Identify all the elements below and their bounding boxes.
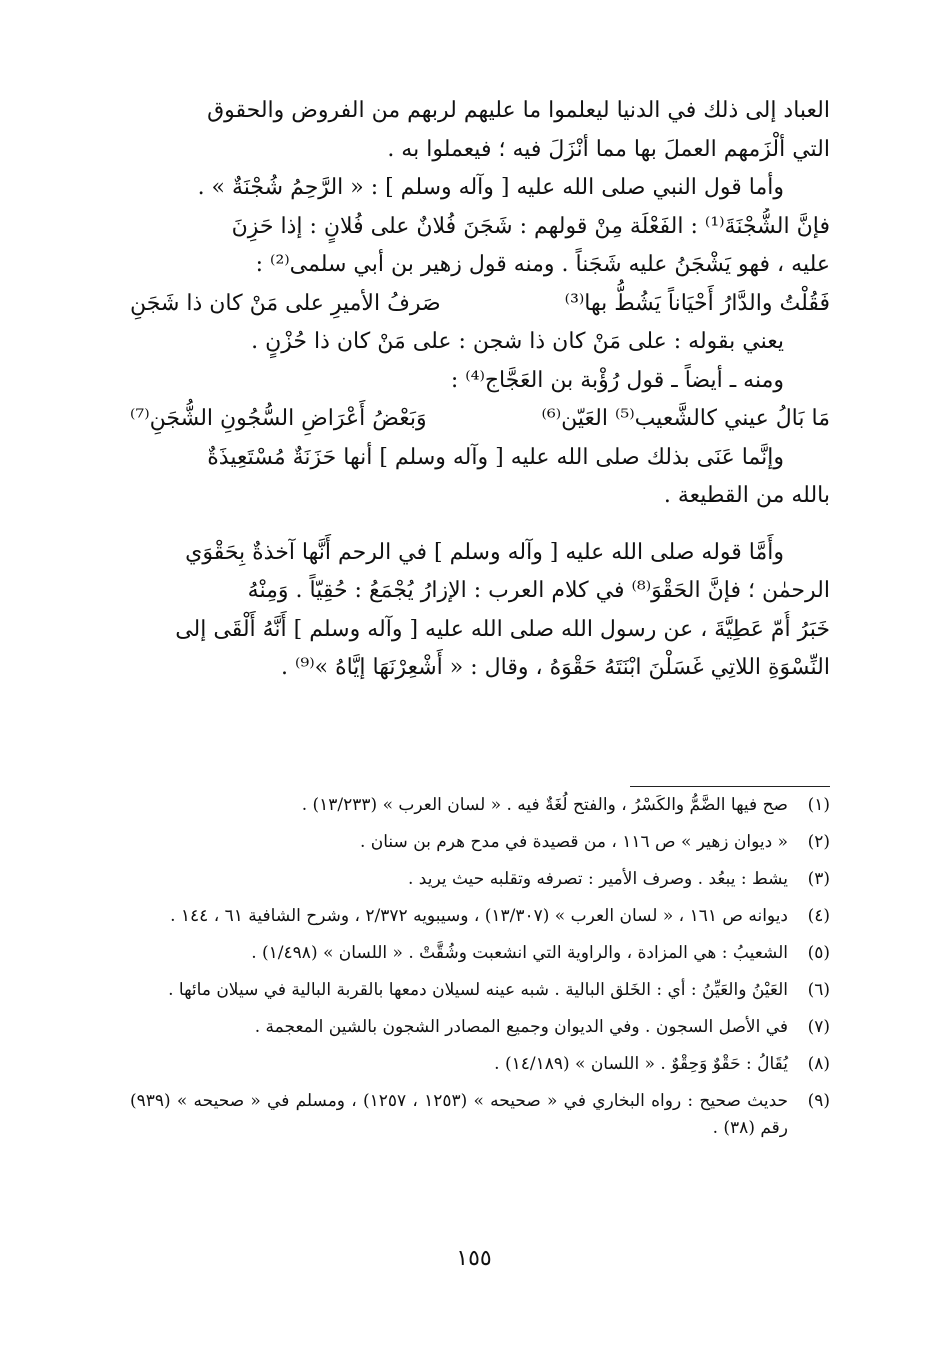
footnote <box>130 903 830 930</box>
footnote-text: العَيْنُ والعَيِّنُ : أي : الخَلق البالية . شبه عينه لسيلان دمعها بالقربة البالية في سيلان مائها . <box>168 980 788 1000</box>
verse-hemistich-first: فَقُلْتُ والدَّارُ أَحْيَاناً يَشُطُّ بها⁽³⁾ <box>564 290 830 316</box>
footnote <box>130 829 830 856</box>
footnote <box>130 792 830 819</box>
footnote-number: (٤) <box>807 906 830 926</box>
verse-hemistich-second: وَبَعْضُ أَعْرَاضِ السُّجُونِ الشُّجَنِ⁽⁷⁾ <box>130 406 427 431</box>
text-line: عليه ، فهو يَشْجَنُ عليه شَجَناً . ومنه قول زهير بن أبي سلمى⁽²⁾ : <box>255 252 830 277</box>
text-line: وأما قول النبي صلى الله عليه [ وآله وسلم ] : « الرَّحِمُ شُجْنَةٌ » . <box>197 175 784 200</box>
verse-ruba <box>130 400 830 439</box>
footnote-text: حديث صحيح : رواه البخاري في « صحيحه » (١٢٥٣ ، ١٢٥٧) ، ومسلم في « صحيحه » (٩٣٩) رقم (٣٨) . <box>130 1091 789 1138</box>
text-line: النِّسْوَةِ اللاتِي غَسَلْنَ ابْنَتَهُ حَقْوَهُ ، وقال : « أَشْعِرْنَهَا إيَّاهُ »⁽⁹⁾ . <box>281 655 830 680</box>
footnote-text: ديوانه ص ١٦١ ، « لسان العرب » (١٣/٣٠٧) ، وسيبويه ٢/٣٧٢ ، وشرح الشافية ٦١ ، ١٤٤ . <box>170 906 788 926</box>
footnote-text: الشعيبُ : هي المزادة ، والراوية التي انشعبت وشُقَّتْ . « اللسان » (١/٤٩٨) . <box>251 943 788 963</box>
footnote-separator <box>630 786 830 787</box>
footnote-number: (٨) <box>807 1054 830 1074</box>
footnote-text: « ديوان زهير » ص ١١٦ ، من قصيدة في مدح هرم بن سنان . <box>359 832 788 852</box>
text-line: وأَمَّا قوله صلى الله عليه [ وآله وسلم ] في الرحم أَنَّها آخذةٌ بِحَقْوَي <box>185 539 784 565</box>
footnote-text: يُقَالُ : حَقْوٌ وَحِقْوٌ . « اللسان » (١٤/١٨٩) . <box>494 1054 788 1074</box>
text-line: ومنه ـ أيضاً ـ قول رُؤْبة بن العَجَّاج⁽⁴⁾ : <box>450 367 784 393</box>
footnote-text: يشط : يبعُد . وصرف الأمير : تصرفه وتقلبه حيث يريد . <box>407 869 788 889</box>
footnote <box>130 977 830 1004</box>
footnote <box>130 1014 830 1041</box>
footnote <box>130 866 830 893</box>
footnote-number: (٧) <box>807 1017 830 1037</box>
footnote-text: في الأصل السجون . وفي الديوان وجميع المصادر الشجون بالشين المعجمة . <box>254 1017 788 1037</box>
main-text <box>130 92 830 688</box>
text-line: الرحمٰن ؛ فإنَّ الحَقْوَ⁽⁸⁾ في كلام العرب : الإزارُ يُجْمَعُ : حُقِيّاً . وَمِنْهُ <box>247 578 830 603</box>
footnote-number: (٣) <box>807 869 830 889</box>
footnote-number: (٦) <box>807 980 830 1000</box>
text-line: فإنَّ الشُّجْنَةَ⁽¹⁾ : الفَعْلَة مِنْ قولهم : شَجَنَ فُلانٌ على فُلانٍ : إذا حَزِنَ <box>231 213 830 239</box>
verse-hemistich-second: صَرفُ الأميرِ على مَنْ كان ذا شَجَنِ <box>130 290 441 316</box>
footnote-number: (٩) <box>807 1091 830 1111</box>
footnote <box>130 1051 830 1078</box>
text-line: بالله من القطيعة . <box>663 483 830 508</box>
text-line: العباد إلى ذلك في الدنيا ليعلموا ما عليهم لربهم من الفروض والحقوق <box>207 98 830 123</box>
text-line: وإنَّما عَنَى بذلك صلى الله عليه [ وآله وسلم ] أنها حَزَنَةٌ مُسْتَعِيذَةٌ <box>207 444 784 470</box>
footnote-text: صح فيها الضَّمُّ والكَسْرُ ، والفتح لُغَةٌ فيه . « لسان العرب » (١٣/٢٣٣) . <box>301 795 788 815</box>
footnote-number: (٢) <box>807 832 830 852</box>
footnote-number: (٥) <box>807 943 830 963</box>
text-line: خَبَرُ أُمّ عَطِيَّةَ ، عن رسول الله صلى الله عليه [ وآله وسلم ] أَنَّهُ أَلْقَى إلى <box>175 616 830 642</box>
verse-hemistich-first: مَا بَالُ عيني كالشَّعيب⁽⁵⁾ العَيّن⁽⁶⁾ <box>541 406 830 431</box>
page-number: ١٥٥ <box>456 1246 492 1271</box>
footnote <box>130 1088 830 1142</box>
text-line: يعني بقوله : على مَنْ كان ذا شجن : على مَنْ كان ذا حُزْنٍ . <box>251 329 784 354</box>
verse-zuhair <box>130 285 830 324</box>
text-line: التي ألْزَمهم العملَ بها مما أنْزَلَ فيه ؛ فيعملوا به . <box>387 136 830 162</box>
footnote <box>130 940 830 967</box>
footnote-number: (١) <box>807 795 830 815</box>
footnotes <box>130 792 830 1152</box>
